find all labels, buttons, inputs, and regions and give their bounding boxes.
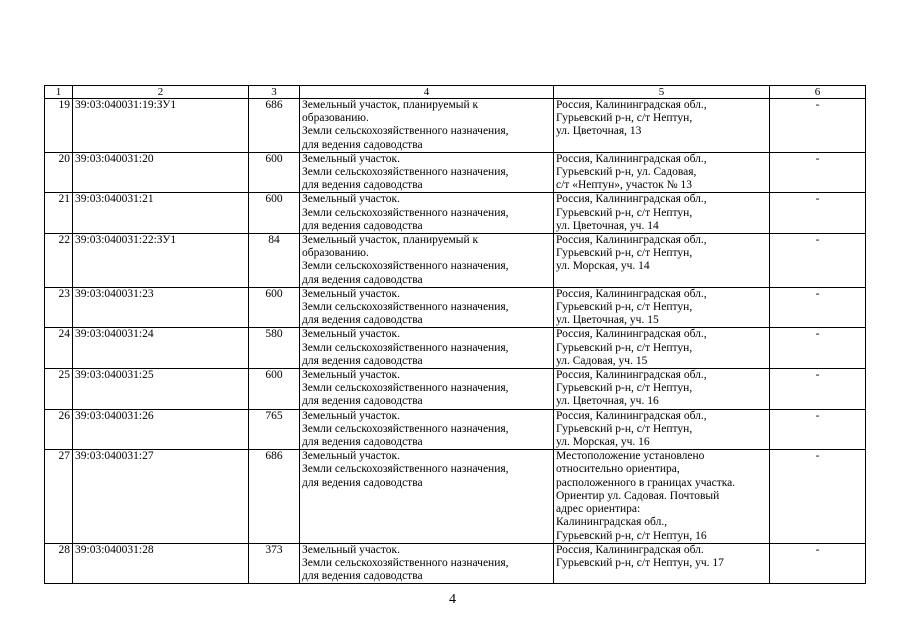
cadastral-number: 39:03:040031:24: [73, 328, 249, 369]
table-row: [45, 287, 866, 328]
plot-description: [300, 287, 554, 328]
plot-area: 600: [249, 152, 300, 193]
description-line: для ведения садоводства: [302, 314, 423, 327]
column-6-value: -: [770, 543, 866, 584]
plot-address: [554, 234, 770, 288]
address-line: относительно ориентира,: [556, 463, 680, 476]
land-plots-table: [44, 85, 866, 584]
col-header-2: 2: [73, 86, 249, 99]
col-header-6: 6: [770, 86, 866, 99]
plot-address: [554, 369, 770, 410]
address-line: адрес ориентира:: [556, 503, 641, 516]
description-line: Земельный участок.: [302, 152, 400, 165]
description-line: для ведения садоводства: [302, 570, 423, 583]
address-line: Россия, Калининградская обл.: [556, 543, 704, 556]
address-line: Россия, Калининградская обл.,: [556, 152, 707, 165]
plot-address: [554, 450, 770, 543]
plot-area: 686: [249, 99, 300, 153]
plot-address: [554, 287, 770, 328]
row-number: 20: [45, 152, 73, 193]
column-6-value: -: [770, 287, 866, 328]
table-body: [45, 99, 866, 584]
address-line: Россия, Калининградская обл.,: [556, 234, 707, 247]
description-line: для ведения садоводства: [302, 273, 423, 286]
table-row: [45, 328, 866, 369]
description-line: Земли сельскохозяйственного назначения,: [302, 125, 509, 138]
plot-area: 84: [249, 234, 300, 288]
plot-description: [300, 152, 554, 193]
header-row: [45, 86, 866, 99]
address-line: ул. Цветочная, уч. 15: [556, 314, 659, 327]
address-line: Гурьевский р-н, с/т Нептун, 16: [556, 529, 707, 542]
description-line: Земельный участок, планируемый к: [302, 234, 479, 247]
column-6-value: -: [770, 99, 866, 153]
row-number: 21: [45, 193, 73, 234]
row-number: 25: [45, 369, 73, 410]
plot-description: [300, 409, 554, 450]
plot-description: [300, 543, 554, 584]
column-6-value: -: [770, 369, 866, 410]
description-line: для ведения садоводства: [302, 436, 423, 449]
cadastral-number: 39:03:040031:28: [73, 543, 249, 584]
column-6-value: -: [770, 234, 866, 288]
plot-description: [300, 193, 554, 234]
address-line: Гурьевский р-н, с/т Нептун, уч. 17: [556, 556, 724, 569]
description-line: Земельный участок.: [302, 328, 400, 341]
plot-address: [554, 152, 770, 193]
column-6-value: -: [770, 152, 866, 193]
address-line: Гурьевский р-н, ул. Садовая,: [556, 166, 697, 179]
address-line: Гурьевский р-н, с/т Нептун,: [556, 112, 693, 125]
description-line: Земли сельскохозяйственного назначения,: [302, 556, 509, 569]
plot-description: [300, 234, 554, 288]
plot-area: 686: [249, 450, 300, 543]
address-line: Гурьевский р-н, с/т Нептун,: [556, 247, 693, 260]
description-line: Земли сельскохозяйственного назначения,: [302, 382, 509, 395]
address-line: Россия, Калининградская обл.,: [556, 287, 707, 300]
description-line: Земли сельскохозяйственного назначения,: [302, 206, 509, 219]
description-line: образованию.: [302, 247, 369, 260]
cadastral-number: 39:03:040031:23: [73, 287, 249, 328]
address-line: ул. Цветочная, уч. 14: [556, 219, 659, 232]
column-6-value: -: [770, 193, 866, 234]
plot-area: 580: [249, 328, 300, 369]
plot-area: 600: [249, 287, 300, 328]
row-number: 27: [45, 450, 73, 543]
address-line: Гурьевский р-н, с/т Нептун,: [556, 341, 693, 354]
plot-description: [300, 99, 554, 153]
cadastral-number: 39:03:040031:27: [73, 450, 249, 543]
col-header-4: 4: [300, 86, 554, 99]
description-line: Земельный участок.: [302, 287, 400, 300]
address-line: с/т «Нептун», участок № 13: [556, 179, 692, 192]
col-header-1: 1: [45, 86, 73, 99]
description-line: Земли сельскохозяйственного назначения,: [302, 341, 509, 354]
table-row: [45, 543, 866, 584]
address-line: Россия, Калининградская обл.,: [556, 369, 707, 382]
cadastral-number: 39:03:040031:19:ЗУ1: [73, 99, 249, 153]
description-line: Земли сельскохозяйственного назначения,: [302, 463, 509, 476]
cadastral-number: 39:03:040031:25: [73, 369, 249, 410]
col-header-5: 5: [554, 86, 770, 99]
plot-area: 600: [249, 369, 300, 410]
cadastral-number: 39:03:040031:20: [73, 152, 249, 193]
address-line: Гурьевский р-н, с/т Нептун,: [556, 382, 693, 395]
row-number: 26: [45, 409, 73, 450]
plot-description: [300, 328, 554, 369]
row-number: 24: [45, 328, 73, 369]
table-row: [45, 450, 866, 543]
table-row: [45, 234, 866, 288]
description-line: Земельный участок.: [302, 369, 400, 382]
row-number: 23: [45, 287, 73, 328]
table-row: [45, 152, 866, 193]
address-line: ул. Цветочная, уч. 16: [556, 395, 659, 408]
description-line: для ведения садоводства: [302, 354, 423, 367]
description-line: для ведения садоводства: [302, 179, 423, 192]
address-line: ул. Морская, уч. 14: [556, 260, 650, 273]
description-line: образованию.: [302, 112, 369, 125]
description-line: Земельный участок.: [302, 450, 400, 463]
page-number: 4: [449, 592, 456, 607]
cadastral-number: 39:03:040031:21: [73, 193, 249, 234]
plot-description: [300, 369, 554, 410]
address-line: ул. Садовая, уч. 15: [556, 354, 648, 367]
cadastral-number: 39:03:040031:26: [73, 409, 249, 450]
description-line: для ведения садоводства: [302, 476, 423, 489]
plot-address: [554, 193, 770, 234]
address-line: ул. Цветочная, 13: [556, 125, 642, 138]
address-line: Гурьевский р-н, с/т Нептун,: [556, 206, 693, 219]
row-number: 19: [45, 99, 73, 153]
table-row: [45, 409, 866, 450]
description-line: для ведения садоводства: [302, 395, 423, 408]
address-line: Местоположение установлено: [556, 450, 705, 463]
plot-address: [554, 328, 770, 369]
col-header-3: 3: [249, 86, 300, 99]
description-line: Земли сельскохозяйственного назначения,: [302, 422, 509, 435]
description-line: для ведения садоводства: [302, 219, 423, 232]
description-line: Земли сельскохозяйственного назначения,: [302, 301, 509, 314]
address-line: Гурьевский р-н, с/т Нептун,: [556, 422, 693, 435]
column-6-value: -: [770, 409, 866, 450]
plot-description: [300, 450, 554, 543]
table-row: [45, 99, 866, 153]
row-number: 22: [45, 234, 73, 288]
address-line: ул. Морская, уч. 16: [556, 436, 650, 449]
plot-area: 765: [249, 409, 300, 450]
cadastral-number: 39:03:040031:22:ЗУ1: [73, 234, 249, 288]
address-line: Россия, Калининградская обл.,: [556, 328, 707, 341]
plot-address: [554, 409, 770, 450]
plot-area: 373: [249, 543, 300, 584]
plot-address: [554, 99, 770, 153]
address-line: расположенного в границах участка.: [556, 476, 736, 489]
table-row: [45, 193, 866, 234]
description-line: Земли сельскохозяйственного назначения,: [302, 166, 509, 179]
address-line: Россия, Калининградская обл.,: [556, 409, 707, 422]
address-line: Россия, Калининградская обл.,: [556, 193, 707, 206]
description-line: Земельный участок.: [302, 409, 400, 422]
column-6-value: -: [770, 328, 866, 369]
row-number: 28: [45, 543, 73, 584]
description-line: для ведения садоводства: [302, 138, 423, 151]
address-line: Калининградская обл.,: [556, 516, 668, 529]
address-line: Гурьевский р-н, с/т Нептун,: [556, 301, 693, 314]
plot-address: [554, 543, 770, 584]
description-line: Земли сельскохозяйственного назначения,: [302, 260, 509, 273]
column-6-value: -: [770, 450, 866, 543]
address-line: Россия, Калининградская обл.,: [556, 99, 707, 111]
description-line: Земельный участок, планируемый к: [302, 99, 479, 111]
address-line: Ориентир ул. Садовая. Почтовый: [556, 489, 720, 502]
description-line: Земельный участок.: [302, 193, 400, 206]
plot-area: 600: [249, 193, 300, 234]
description-line: Земельный участок.: [302, 543, 400, 556]
table-row: [45, 369, 866, 410]
